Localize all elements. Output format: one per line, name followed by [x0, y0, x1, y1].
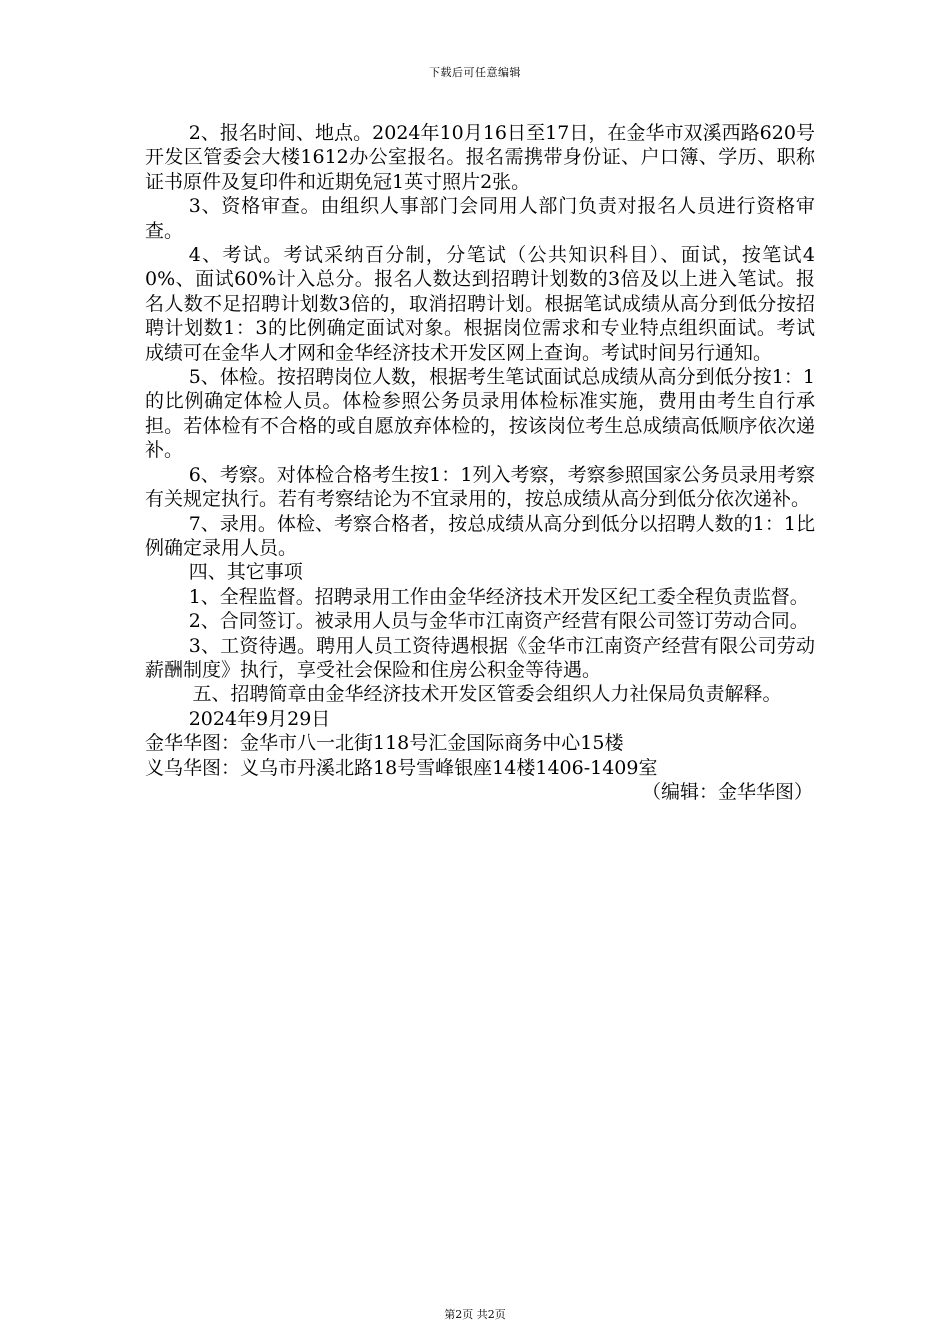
paragraph-registration: 2、报名时间、地点。2024年10月16日至17日，在金华市双溪西路620号开发区管委会大楼1612办公室报名。报名需携带身份证、户口簿、学历、职称证书原件及复印件和近期免冠1英寸照片2张。 — [145, 122, 815, 193]
paragraph-qualification-review: 3、资格审查。由组织人事部门会同用人部门负责对报名人员进行资格审查。 — [145, 195, 815, 242]
page-footer-number: 第2页 共2页 — [444, 1308, 506, 1321]
paragraph-salary: 3、工资待遇。聘用人员工资待遇根据《金华市江南资产经营有限公司劳动薪酬制度》执行，享受社会保险和住房公积金等待遇。 — [145, 634, 815, 681]
paragraph-employment: 7、录用。体检、考察合格者，按总成绩从高分到低分以招聘人数的1：1比例确定录用人员。 — [145, 512, 815, 559]
paragraph-interpretation: 五、招聘简章由金华经济技术开发区管委会组织人力社保局负责解释。 — [192, 683, 782, 706]
document-date: 2024年9月29日 — [188, 707, 331, 730]
paragraph-exam: 4、考试。考试采纳百分制，分笔试（公共知识科目）、面试，按笔试40%、面试60%计入总分。报名人数达到招聘计划数的3倍及以上进入笔试。报名人数不足招聘计划数3倍的，取消招聘计划。根据笔试成绩从高分到低分按招聘计划数1：3的比例确定面试对象。根据岗位需求和专业特点组织面试。考试成绩可在金华人才网和金华经济技术开发区网上查询。考试时间另行通知。 — [145, 244, 815, 364]
paragraph-inspection: 6、考察。对体检合格考生按1：1列入考察，考察参照国家公务员录用考察有关规定执行。若有考察结论为不宜录用的，按总成绩从高分到低分依次递补。 — [145, 463, 815, 511]
paragraph-physical-exam: 5、体检。按招聘岗位人数，根据考生笔试面试总成绩从高分到低分按1：1的比例确定体检人员。体检参照公务员录用体检标准实施，费用由考生自行承担。若体检有不合格的或自愿放弃体检的，按该岗位考生总成绩高低顺序依次递补。 — [145, 366, 815, 462]
paragraph-contract: 2、合同签订。被录用人员与金华市江南资产经营有限公司签订劳动合同。 — [188, 610, 809, 633]
paragraph-supervision: 1、全程监督。招聘录用工作由金华经济技术开发区纪工委全程负责监督。 — [188, 585, 809, 608]
address-jinhua: 金华华图：金华市八一北街118号汇金国际商务中心15楼 — [145, 732, 624, 755]
editor-credit: （编辑：金华华图） — [641, 780, 813, 803]
section-heading-other-matters: 四、其它事项 — [188, 561, 303, 584]
address-yiwu: 义乌华图：义乌市丹溪北路18号雪峰银座14楼1406-1409室 — [145, 756, 658, 779]
page-header-note: 下载后可任意编辑 — [429, 66, 521, 79]
document-body — [145, 121, 815, 804]
